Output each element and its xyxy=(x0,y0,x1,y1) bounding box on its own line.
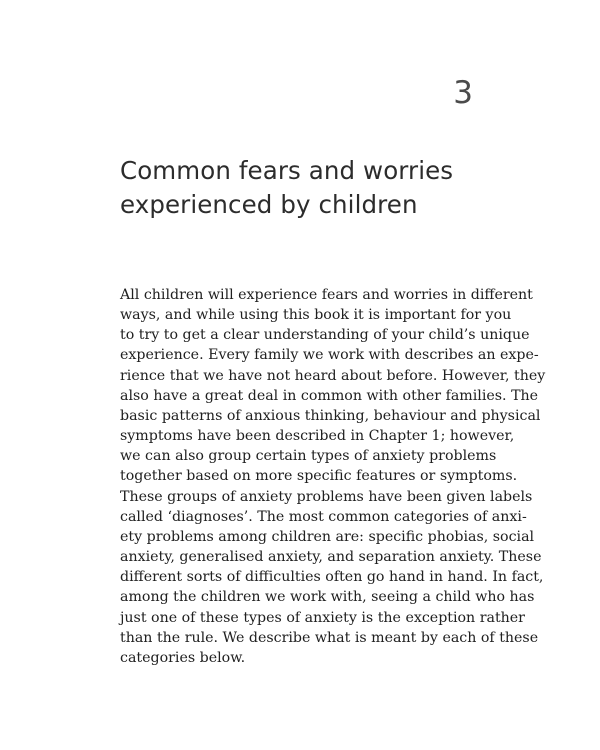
chapter-title xyxy=(120,154,480,222)
body-line: among the children we work with, seeing a child who has xyxy=(120,589,535,606)
body-line: different sorts of difficulties often go hand in hand. In fact, xyxy=(120,569,544,586)
body-line: symptoms have been described in Chapter 1; however, xyxy=(120,428,515,445)
body-line: All children will experience fears and worries in different xyxy=(120,287,533,303)
body-line: we can also group certain types of anxiety problems xyxy=(120,448,497,465)
chapter-number: 3 xyxy=(453,75,473,111)
body-paragraph xyxy=(120,285,546,668)
body-line: called ‘diagnoses’. The most common categories of anxi- xyxy=(120,508,527,525)
body-line: basic patterns of anxious thinking, behaviour and physical xyxy=(120,407,541,424)
body-line: These groups of anxiety problems have been given labels xyxy=(120,488,533,505)
chapter-title-line: experienced by children xyxy=(120,190,418,219)
body-line: rience that we have not heard about before. However, they xyxy=(120,367,546,384)
chapter-title-line: Common fears and worries xyxy=(120,156,454,185)
body-line: just one of these types of anxiety is the exception rather xyxy=(120,609,525,626)
body-line: together based on more specific features or symptoms. xyxy=(120,468,518,485)
body-line: ety problems among children are: specific phobias, social xyxy=(120,528,535,545)
body-line: also have a great deal in common with other families. The xyxy=(120,387,539,404)
body-line: categories below. xyxy=(120,649,246,666)
body-line: anxiety, generalised anxiety, and separation anxiety. These xyxy=(120,549,542,566)
body-line: experience. Every family we work with describes an expe- xyxy=(120,347,539,364)
body-line: to try to get a clear understanding of your child’s unique xyxy=(120,327,530,344)
body-line: than the rule. We describe what is meant by each of these xyxy=(120,629,539,646)
body-line: ways, and while using this book it is important for you xyxy=(120,307,512,324)
